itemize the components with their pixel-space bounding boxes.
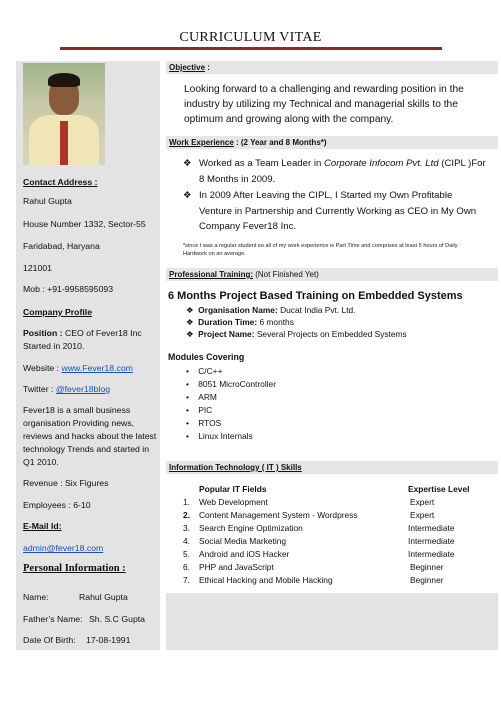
work-item-2-line-2: Venture in Partnership and Currently Working as CEO in My Own bbox=[199, 205, 477, 217]
work-header bbox=[166, 136, 498, 149]
personal-dob-value: 17-08-1991 bbox=[86, 635, 131, 645]
objective-line-3: optimum and growing along with the company. bbox=[184, 114, 394, 125]
table-row: Intermediate bbox=[408, 549, 455, 559]
table-row: 3. bbox=[183, 523, 190, 533]
module-item: • RTOS bbox=[186, 418, 222, 428]
profile-photo bbox=[23, 63, 105, 165]
mobile-number: Mob : +91-9958595093 bbox=[23, 284, 114, 294]
position-line bbox=[23, 327, 142, 339]
work-item-1 bbox=[183, 156, 495, 187]
module-item: • 8051 MicroController bbox=[186, 379, 276, 389]
table-row: Beginner bbox=[410, 575, 444, 585]
work-item-1-line-1: Worked as a Team Leader in Corporate Infocom Pvt. Ltd (CIPL )For bbox=[199, 158, 486, 169]
table-row: 2. bbox=[183, 510, 190, 520]
table-row: Search Engine Optimization bbox=[199, 523, 303, 533]
table-row: 6. bbox=[183, 562, 190, 572]
diamond-bullet-icon: ❖ bbox=[186, 329, 194, 339]
personal-father-value: Sh. S.C Gupta bbox=[89, 614, 146, 624]
training-item-2: ❖ Duration Time: 6 months bbox=[186, 317, 294, 327]
training-status: (Not Finished Yet) bbox=[253, 270, 319, 279]
position-label: Position : bbox=[23, 328, 63, 338]
objective-line-2: industry by utilizing my Technical and managerial skills to the bbox=[184, 99, 458, 110]
module-item: • C/C++ bbox=[186, 366, 223, 376]
training-title: 6 Months Project Based Training on Embedded Systems bbox=[168, 290, 463, 302]
employees: Employees : 6-10 bbox=[23, 500, 91, 510]
table-row: Social Media Marketing bbox=[199, 536, 287, 546]
position-started: Started in 2010. bbox=[23, 341, 85, 351]
it-col-level: Expertise Level bbox=[408, 484, 470, 494]
company-heading: Company Profile bbox=[23, 307, 93, 317]
diamond-bullet-icon: ❖ bbox=[186, 305, 194, 315]
revenue: Revenue : Six Figures bbox=[23, 478, 109, 488]
personal-dob-label: Date Of Birth: bbox=[23, 635, 76, 645]
twitter-line bbox=[23, 383, 110, 395]
left-sidebar bbox=[16, 61, 160, 650]
position-text: CEO of Fever18 Inc bbox=[62, 328, 142, 338]
website-label: Website : bbox=[23, 363, 62, 373]
module-item: • ARM bbox=[186, 392, 217, 402]
table-row: PHP and JavaScript bbox=[199, 562, 274, 572]
objective-line-1: Looking forward to a challenging and rewarding position in the bbox=[184, 84, 464, 95]
it-col-fields: Popular IT Fields bbox=[199, 484, 267, 494]
email-heading: E-Mail Id: bbox=[23, 521, 62, 531]
table-row: Android and iOS Hacker bbox=[199, 549, 290, 559]
address-line-2: Faridabad, Haryana bbox=[23, 241, 100, 251]
training-item-1: ❖ Organisation Name: Ducat India Pvt. Ltd. bbox=[186, 305, 356, 315]
table-row: Content Management System - Wordpress bbox=[199, 510, 358, 520]
table-row: Intermediate bbox=[408, 523, 455, 533]
training-item-3: ❖ Project Name: Several Projects on Embedded Systems bbox=[186, 329, 407, 339]
address-line-1: House Number 1332, Sector-55 bbox=[23, 219, 146, 229]
table-row: 5. bbox=[183, 549, 190, 559]
table-row: Beginner bbox=[410, 562, 444, 572]
training-heading: Professional Training: bbox=[169, 270, 254, 279]
title-divider bbox=[60, 47, 442, 50]
diamond-bullet-icon: ❖ bbox=[186, 317, 194, 327]
contact-heading: Contact Address : bbox=[23, 177, 98, 187]
personal-heading: Personal Information : bbox=[23, 563, 126, 574]
work-item-2 bbox=[183, 188, 495, 235]
table-row: Ethical Hacking and Mobile Hacking bbox=[199, 575, 333, 585]
bullet-icon: • bbox=[186, 366, 189, 376]
objective-heading: Objective bbox=[169, 63, 206, 72]
bullet-icon: • bbox=[186, 379, 189, 389]
table-row: Intermediate bbox=[408, 536, 455, 546]
work-item-2-line-3: Company Fever18 Inc. bbox=[199, 221, 297, 232]
work-duration: : (2 Year and 8 Months*) bbox=[233, 138, 327, 147]
it-header bbox=[166, 461, 498, 474]
module-item: • PIC bbox=[186, 405, 213, 415]
company-desc-1: Fever18 is a small business bbox=[23, 405, 131, 415]
work-heading: Work Experience bbox=[169, 138, 234, 147]
page-title: CURRICULUM VITAE bbox=[179, 30, 322, 45]
twitter-label: Twitter : bbox=[23, 384, 56, 394]
company-desc-5: Q1 2010. bbox=[23, 457, 59, 467]
table-row: 7. bbox=[183, 575, 190, 585]
company-desc-2: organisation Providing news, bbox=[23, 418, 135, 428]
address-pin: 121001 bbox=[23, 263, 52, 273]
table-row: Web Development bbox=[199, 497, 268, 507]
objective-colon: : bbox=[205, 63, 210, 72]
personal-name-label: Name: bbox=[23, 592, 49, 602]
company-desc-4: technology Trends and started in bbox=[23, 444, 150, 454]
email-link[interactable]: admin@fever18.com bbox=[23, 543, 104, 553]
table-row: 4. bbox=[183, 536, 190, 546]
diamond-bullet-icon: ❖ bbox=[183, 158, 192, 169]
diamond-bullet-icon: ❖ bbox=[183, 190, 192, 201]
work-note-line-2: Hardwork on an average. bbox=[183, 251, 246, 257]
bullet-icon: • bbox=[186, 392, 189, 402]
training-header bbox=[166, 268, 498, 281]
company-desc-3: reviews and hacks about the latest bbox=[23, 431, 157, 441]
modules-heading: Modules Covering bbox=[168, 352, 245, 362]
footer-panel bbox=[166, 593, 498, 650]
personal-father-label: Father’s Name: bbox=[23, 614, 83, 624]
twitter-link[interactable]: @fever18blog bbox=[55, 384, 111, 394]
module-item: • Linux Internals bbox=[186, 431, 253, 441]
bullet-icon: • bbox=[186, 418, 189, 428]
objective-header bbox=[166, 61, 498, 74]
website-link[interactable]: www.Fever18.com bbox=[61, 363, 133, 373]
table-row: 1. bbox=[183, 497, 190, 507]
bullet-icon: • bbox=[186, 405, 189, 415]
bullet-icon: • bbox=[186, 431, 189, 441]
personal-name-value: Rahul Gupta bbox=[79, 592, 128, 602]
contact-name: Rahul Gupta bbox=[23, 196, 72, 206]
email-line bbox=[23, 542, 103, 554]
table-row: Expert bbox=[410, 510, 435, 520]
work-note-line-1: *since I was a regular student so all of my work experience is Part Time and comprises at least 5 hours of Daily bbox=[183, 243, 458, 249]
website-line bbox=[23, 362, 133, 374]
it-heading: Information Technology ( IT ) Skills bbox=[169, 463, 302, 472]
work-item-2-line-1: In 2009 After Leaving the CIPL, I Started my Own Profitable bbox=[199, 190, 453, 201]
work-item-1-line-2: 8 Months in 2009. bbox=[199, 173, 276, 185]
table-row: Expert bbox=[410, 497, 435, 507]
